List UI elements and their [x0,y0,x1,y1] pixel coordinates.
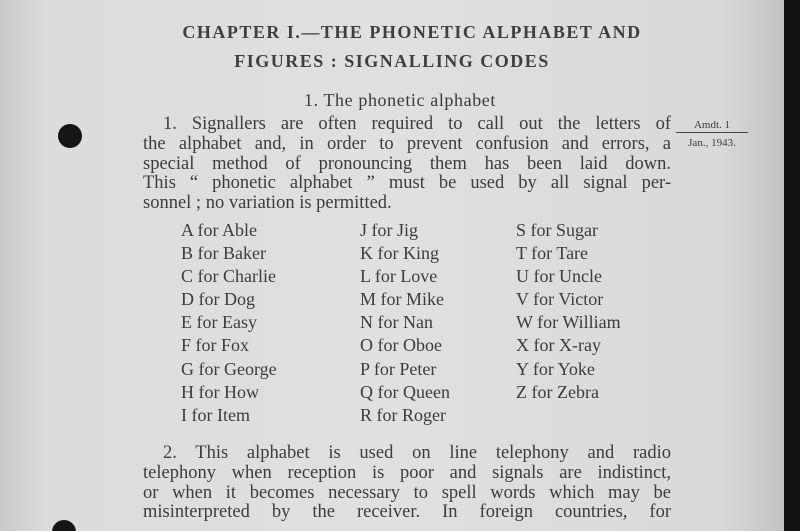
alphabet-entry: L for Love [360,266,438,287]
margin-note-date: Jan., 1943. [688,137,736,149]
binding-hole [58,124,82,148]
paragraph-line: misinterpreted by the receiver. In foreign countries, for [143,502,671,523]
alphabet-entry: M for Mike [360,289,444,310]
paragraph-line: sonnel ; no variation is permitted. [143,193,392,214]
paragraph-2 [143,444,671,523]
alphabet-entry: P for Peter [360,358,437,379]
paragraph-line: This “ phonetic alphabet ” must be used by all signal per- [143,173,671,194]
alphabet-entry: G for George [181,358,277,379]
alphabet-entry: X for X-ray [516,335,601,356]
alphabet-entry: S for Sugar [516,220,598,240]
alphabet-entry: T for Tare [516,243,589,264]
paragraph-line: or when it becomes necessary to spell words which may be [143,482,671,503]
alphabet-entry: N for Nan [360,312,433,333]
alphabet-column-3 [516,219,621,404]
alphabet-entry: R for Roger [360,404,446,425]
paragraph-1 [143,115,671,214]
alphabet-entry: I for Item [181,404,250,425]
chapter-heading-line-1: CHAPTER I.—THE PHONETIC ALPHABET AND [182,22,642,42]
alphabet-entry: D for Dog [181,289,255,310]
alphabet-entry: F for Fox [181,335,250,356]
alphabet-entry: U for Uncle [516,266,602,287]
paragraph-line: 1. Signallers are often required to call out the letters of [163,114,671,134]
chapter-heading-line-2: FIGURES : SIGNALLING CODES [234,51,550,71]
paragraph-line: the alphabet and, in order to prevent confusion and errors, a [143,133,671,154]
alphabet-column-2 [360,219,450,427]
binding-hole [52,520,76,531]
alphabet-entry: C for Charlie [181,266,276,287]
alphabet-column-1 [181,219,277,427]
amendment-margin-note [676,119,748,149]
alphabet-entry: A for Able [181,220,257,240]
alphabet-entry: K for King [360,243,439,264]
alphabet-entry: Q for Queen [360,381,450,402]
alphabet-entry: B for Baker [181,243,266,264]
paragraph-line: special method of pronouncing them has been laid down. [143,153,671,174]
alphabet-entry: V for Victor [516,289,604,310]
paragraph-line: 2. This alphabet is used on line telephony and radio [163,443,671,463]
margin-note-amendment: Amdt. 1 [676,119,748,133]
alphabet-entry: W for William [516,312,621,333]
page-edge-shadow [784,0,800,531]
alphabet-entry: Y for Yoke [516,358,595,379]
alphabet-entry: Z for Zebra [516,381,599,402]
alphabet-entry: E for Easy [181,312,257,333]
paragraph-line: telephony when reception is poor and signals are indistinct, [143,462,671,483]
section-title: 1. The phonetic alphabet [303,90,496,110]
alphabet-entry: J for Jig [360,220,418,240]
alphabet-entry: O for Oboe [360,335,442,356]
alphabet-entry: H for How [181,381,259,402]
